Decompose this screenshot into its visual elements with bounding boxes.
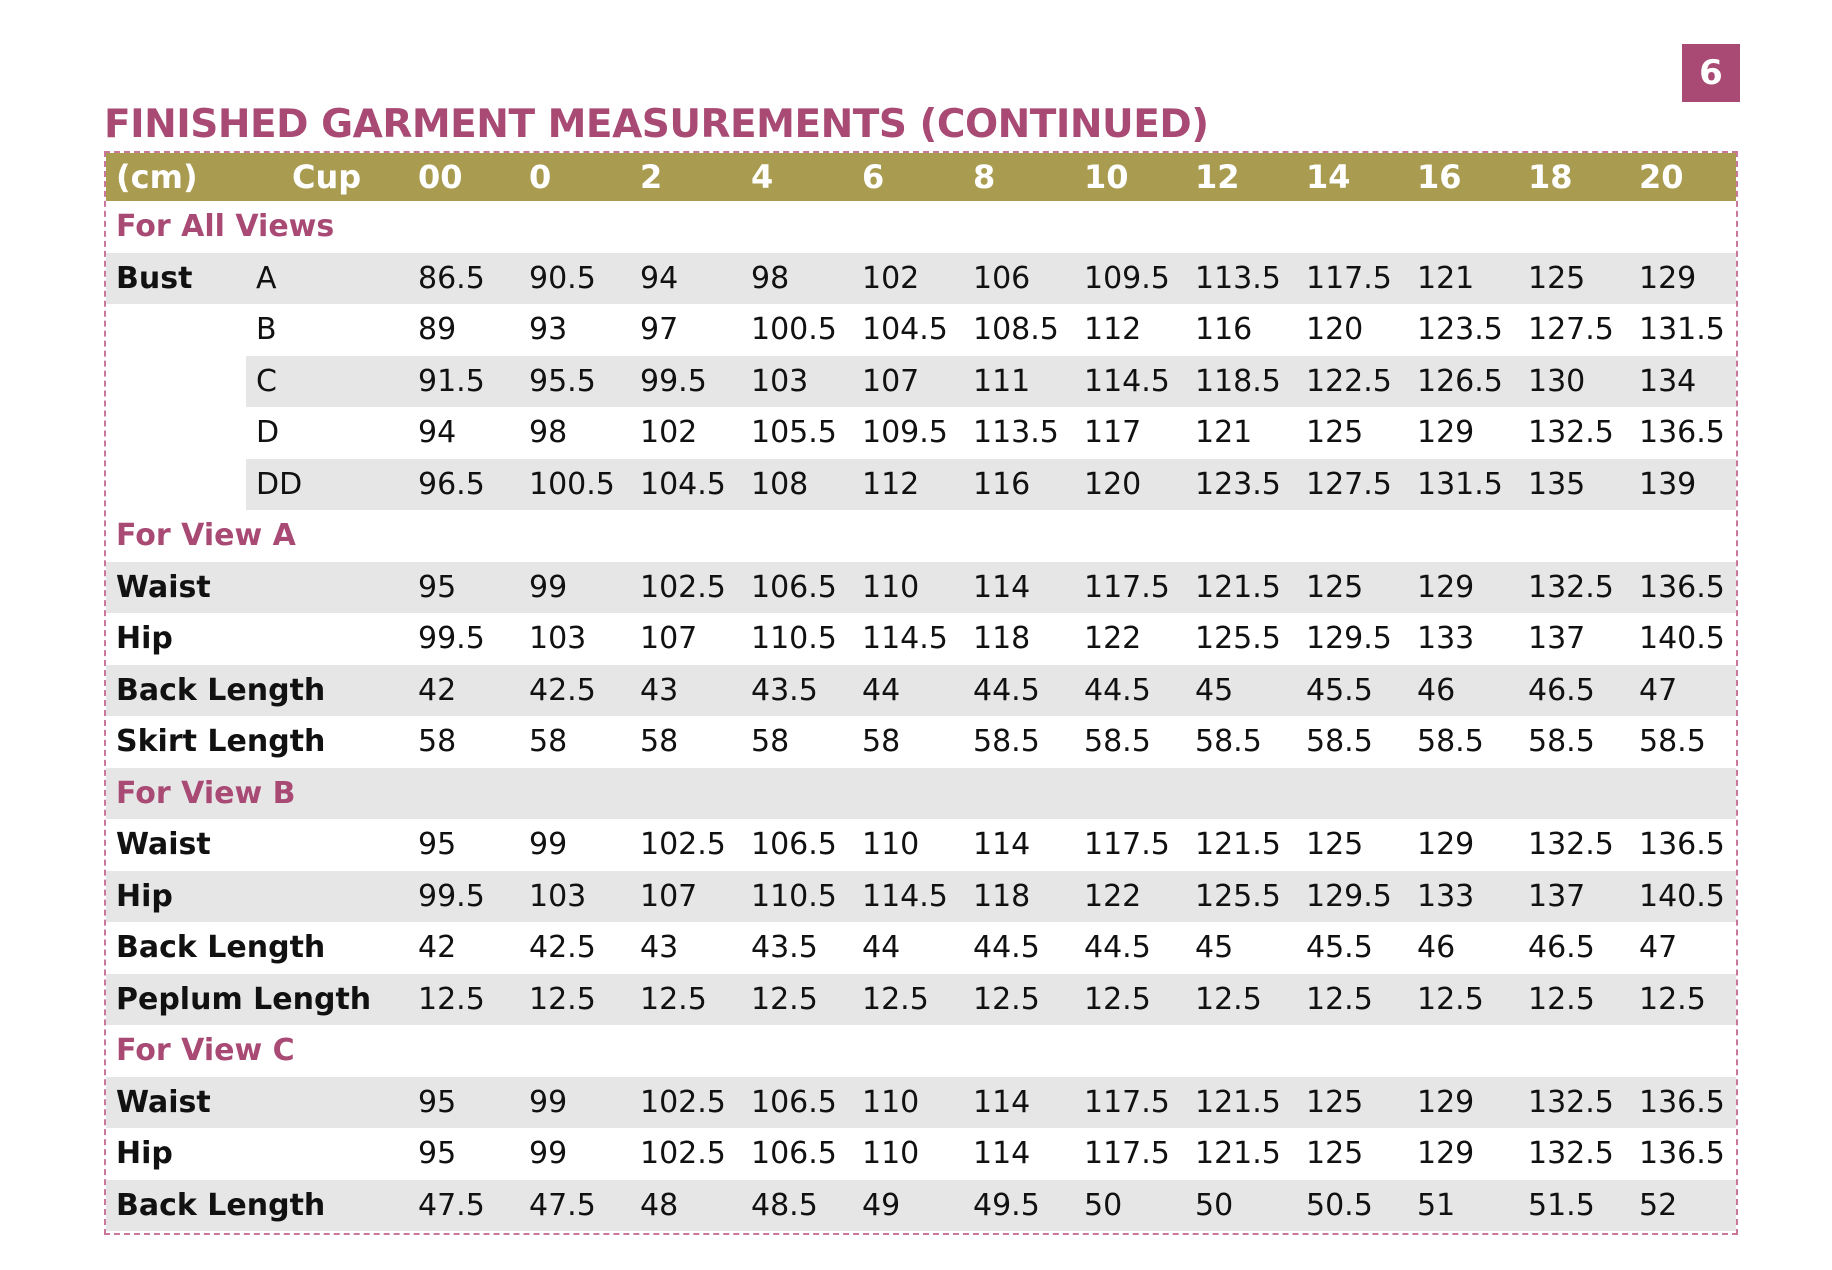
measurement-cell: 112 — [862, 466, 920, 502]
measurement-cell: 58.5 — [1639, 724, 1706, 760]
measurement-cell: 48.5 — [751, 1187, 818, 1223]
measurement-cell: 134 — [1639, 363, 1697, 399]
measurement-cell: 108 — [751, 466, 809, 502]
measurement-cell: 117.5 — [1084, 569, 1170, 605]
table-row — [106, 716, 1736, 768]
section-title: For View C — [116, 1033, 295, 1069]
measurement-cell: 47.5 — [418, 1187, 485, 1223]
measurement-cell: 129.5 — [1306, 878, 1392, 914]
measurement-cell: 91.5 — [418, 363, 485, 399]
measurement-cell: 113.5 — [973, 415, 1059, 451]
measurement-cell: 122.5 — [1306, 363, 1392, 399]
measurement-cell: 117.5 — [1084, 827, 1170, 863]
measurement-cell: 46.5 — [1528, 930, 1595, 966]
measurement-cell: 103 — [529, 621, 587, 657]
measurement-cell: 86.5 — [418, 260, 485, 296]
measurement-cell: 58 — [862, 724, 901, 760]
page-title: FINISHED GARMENT MEASUREMENTS (CONTINUED) — [104, 102, 1209, 147]
measurement-cell: 95 — [418, 827, 457, 863]
measurement-cell: 125 — [1306, 1084, 1364, 1120]
measurement-cell: 114 — [973, 1136, 1031, 1172]
measurement-cell: 129 — [1417, 827, 1475, 863]
measurement-cell: 136.5 — [1639, 1084, 1725, 1120]
table-row — [106, 356, 1736, 408]
measurement-cell: 99 — [529, 569, 568, 605]
table-row — [106, 407, 1736, 459]
table-row — [106, 1077, 1736, 1129]
table-header-row — [106, 153, 1736, 201]
table-row — [106, 1180, 1736, 1232]
measurement-cell: 123.5 — [1195, 466, 1281, 502]
measurement-cell: 116 — [973, 466, 1031, 502]
measurement-cell: 121 — [1195, 415, 1253, 451]
measurement-cell: 93 — [529, 312, 568, 348]
measurement-cell: 112 — [1084, 312, 1142, 348]
measurement-cell: 49.5 — [973, 1187, 1040, 1223]
measurement-cell: 136.5 — [1639, 415, 1725, 451]
measurement-cell: 58.5 — [1084, 724, 1151, 760]
measurement-cell: 121.5 — [1195, 827, 1281, 863]
measurement-cell: 12.5 — [529, 981, 596, 1017]
measurement-cell: 131.5 — [1639, 312, 1725, 348]
measurement-cell: 102 — [862, 260, 920, 296]
measurement-cell: 114.5 — [862, 621, 948, 657]
row-label: Back Length — [116, 1187, 326, 1223]
measurement-cell: 44.5 — [973, 930, 1040, 966]
measurement-cell: 47 — [1639, 672, 1678, 708]
measurement-cell: 99.5 — [418, 878, 485, 914]
table-row — [106, 665, 1736, 717]
measurement-cell: 43.5 — [751, 930, 818, 966]
cup-label: A — [256, 260, 277, 296]
measurement-cell: 105.5 — [751, 415, 837, 451]
measurement-cell: 95 — [418, 1136, 457, 1172]
measurement-cell: 118 — [973, 878, 1031, 914]
measurement-cell: 50 — [1084, 1187, 1123, 1223]
measurement-cell: 12.5 — [751, 981, 818, 1017]
measurement-cell: 94 — [640, 260, 679, 296]
measurement-cell: 58 — [640, 724, 679, 760]
measurement-cell: 133 — [1417, 621, 1475, 657]
measurement-cell: 118 — [973, 621, 1031, 657]
header-size-4: 4 — [751, 158, 774, 196]
measurement-cell: 132.5 — [1528, 415, 1614, 451]
measurement-cell: 106.5 — [751, 1136, 837, 1172]
measurement-cell: 125.5 — [1195, 621, 1281, 657]
measurement-cell: 95.5 — [529, 363, 596, 399]
measurement-cell: 45 — [1195, 930, 1234, 966]
measurement-cell: 114 — [973, 1084, 1031, 1120]
measurement-cell: 102.5 — [640, 569, 726, 605]
measurement-cell: 125 — [1306, 827, 1364, 863]
measurement-cell: 58 — [529, 724, 568, 760]
section-title: For View B — [116, 775, 296, 811]
header-size-16: 16 — [1417, 158, 1462, 196]
measurement-cell: 44 — [862, 672, 901, 708]
measurement-cell: 106.5 — [751, 569, 837, 605]
measurement-cell: 49 — [862, 1187, 901, 1223]
measurement-cell: 129 — [1417, 569, 1475, 605]
measurement-cell: 58.5 — [1417, 724, 1484, 760]
measurement-cell: 130 — [1528, 363, 1586, 399]
measurement-cell: 100.5 — [751, 312, 837, 348]
header-cup: Cup — [292, 158, 362, 196]
measurement-cell: 139 — [1639, 466, 1697, 502]
header-size-00: 00 — [418, 158, 463, 196]
measurement-cell: 127.5 — [1306, 466, 1392, 502]
row-label: Waist — [116, 827, 211, 863]
measurements-table — [104, 151, 1738, 1235]
measurement-cell: 51.5 — [1528, 1187, 1595, 1223]
measurement-cell: 132.5 — [1528, 569, 1614, 605]
measurement-cell: 125 — [1528, 260, 1586, 296]
measurement-cell: 121.5 — [1195, 569, 1281, 605]
measurement-cell: 135 — [1528, 466, 1586, 502]
cup-label: C — [256, 363, 277, 399]
measurement-cell: 98 — [529, 415, 568, 451]
measurement-cell: 42 — [418, 930, 457, 966]
measurement-cell: 125 — [1306, 569, 1364, 605]
measurement-cell: 117.5 — [1084, 1136, 1170, 1172]
measurement-cell: 99.5 — [418, 621, 485, 657]
measurement-cell: 12.5 — [1417, 981, 1484, 1017]
measurement-cell: 109.5 — [862, 415, 948, 451]
measurement-cell: 95 — [418, 1084, 457, 1120]
measurement-cell: 12.5 — [1306, 981, 1373, 1017]
table-row — [106, 871, 1736, 923]
header-size-12: 12 — [1195, 158, 1240, 196]
measurement-cell: 114 — [973, 827, 1031, 863]
row-label: Waist — [116, 1084, 211, 1120]
row-label: Back Length — [116, 672, 326, 708]
measurement-cell: 123.5 — [1417, 312, 1503, 348]
row-label: Skirt Length — [116, 724, 326, 760]
measurement-cell: 12.5 — [1528, 981, 1595, 1017]
measurement-cell: 58.5 — [1306, 724, 1373, 760]
table-row — [106, 974, 1736, 1026]
table-row — [106, 1128, 1736, 1180]
measurement-cell: 121.5 — [1195, 1084, 1281, 1120]
measurement-cell: 122 — [1084, 621, 1142, 657]
measurement-cell: 104.5 — [640, 466, 726, 502]
measurement-cell: 43.5 — [751, 672, 818, 708]
measurement-cell: 114.5 — [862, 878, 948, 914]
row-label: Bust — [116, 260, 193, 296]
measurement-cell: 44.5 — [973, 672, 1040, 708]
measurement-cell: 133 — [1417, 878, 1475, 914]
measurement-cell: 95 — [418, 569, 457, 605]
measurement-cell: 45.5 — [1306, 672, 1373, 708]
measurement-cell: 137 — [1528, 878, 1586, 914]
section-title: For View A — [116, 518, 296, 554]
row-label: Back Length — [116, 930, 326, 966]
measurement-cell: 103 — [529, 878, 587, 914]
header-size-2: 2 — [640, 158, 663, 196]
measurement-cell: 107 — [640, 878, 698, 914]
header-size-8: 8 — [973, 158, 996, 196]
measurement-cell: 99 — [529, 1136, 568, 1172]
measurement-cell: 110 — [862, 827, 920, 863]
measurement-cell: 44.5 — [1084, 672, 1151, 708]
measurement-cell: 47 — [1639, 930, 1678, 966]
measurement-cell: 58.5 — [1528, 724, 1595, 760]
measurement-cell: 45 — [1195, 672, 1234, 708]
table-row — [106, 922, 1736, 974]
measurement-cell: 99.5 — [640, 363, 707, 399]
header-unit: (cm) — [116, 158, 198, 196]
cup-label: D — [256, 415, 280, 451]
measurement-cell: 125.5 — [1195, 878, 1281, 914]
measurement-cell: 111 — [973, 363, 1031, 399]
measurement-cell: 44.5 — [1084, 930, 1151, 966]
measurement-cell: 103 — [751, 363, 809, 399]
measurement-cell: 46 — [1417, 672, 1456, 708]
section-header-row — [106, 768, 1736, 820]
measurement-cell: 116 — [1195, 312, 1253, 348]
table-row — [106, 304, 1736, 356]
measurement-cell: 12.5 — [1084, 981, 1151, 1017]
measurement-cell: 136.5 — [1639, 569, 1725, 605]
measurement-cell: 12.5 — [418, 981, 485, 1017]
measurement-cell: 12.5 — [973, 981, 1040, 1017]
measurement-cell: 132.5 — [1528, 1136, 1614, 1172]
measurement-cell: 45.5 — [1306, 930, 1373, 966]
table-row — [106, 562, 1736, 614]
header-size-6: 6 — [862, 158, 885, 196]
cup-label: DD — [256, 466, 303, 502]
measurement-cell: 110 — [862, 1084, 920, 1120]
measurement-cell: 46 — [1417, 930, 1456, 966]
measurement-cell: 117.5 — [1084, 1084, 1170, 1120]
measurement-cell: 43 — [640, 930, 679, 966]
measurement-cell: 12.5 — [640, 981, 707, 1017]
measurement-cell: 107 — [640, 621, 698, 657]
measurement-cell: 118.5 — [1195, 363, 1281, 399]
measurement-cell: 44 — [862, 930, 901, 966]
measurement-cell: 129 — [1639, 260, 1697, 296]
section-header-row — [106, 1025, 1736, 1077]
measurement-cell: 129 — [1417, 415, 1475, 451]
measurement-cell: 120 — [1306, 312, 1364, 348]
header-size-20: 20 — [1639, 158, 1684, 196]
table-row — [106, 253, 1736, 305]
measurement-cell: 136.5 — [1639, 1136, 1725, 1172]
header-size-10: 10 — [1084, 158, 1129, 196]
row-label: Hip — [116, 1136, 173, 1172]
measurement-cell: 12.5 — [862, 981, 929, 1017]
measurement-cell: 140.5 — [1639, 878, 1725, 914]
measurement-cell: 106.5 — [751, 1084, 837, 1120]
measurement-cell: 12.5 — [1195, 981, 1262, 1017]
measurement-cell: 48 — [640, 1187, 679, 1223]
measurement-cell: 140.5 — [1639, 621, 1725, 657]
table-row — [106, 613, 1736, 665]
measurement-cell: 90.5 — [529, 260, 596, 296]
measurement-cell: 132.5 — [1528, 1084, 1614, 1120]
row-label: Waist — [116, 569, 211, 605]
measurement-cell: 125 — [1306, 1136, 1364, 1172]
measurement-cell: 43 — [640, 672, 679, 708]
measurement-cell: 117.5 — [1306, 260, 1392, 296]
section-title: For All Views — [116, 209, 335, 245]
measurement-cell: 121 — [1417, 260, 1475, 296]
measurement-cell: 110 — [862, 569, 920, 605]
measurement-cell: 102 — [640, 415, 698, 451]
measurement-cell: 89 — [418, 312, 457, 348]
measurement-cell: 110.5 — [751, 878, 837, 914]
page-number-badge: 6 — [1682, 44, 1740, 102]
measurement-cell: 113.5 — [1195, 260, 1281, 296]
measurement-cell: 137 — [1528, 621, 1586, 657]
measurement-cell: 42.5 — [529, 672, 596, 708]
measurement-cell: 129 — [1417, 1084, 1475, 1120]
header-size-0: 0 — [529, 158, 552, 196]
row-label: Hip — [116, 878, 173, 914]
measurement-cell: 120 — [1084, 466, 1142, 502]
measurement-cell: 50 — [1195, 1187, 1234, 1223]
measurement-cell: 100.5 — [529, 466, 615, 502]
measurement-cell: 125 — [1306, 415, 1364, 451]
measurement-cell: 102.5 — [640, 1084, 726, 1120]
measurement-cell: 46.5 — [1528, 672, 1595, 708]
measurement-cell: 94 — [418, 415, 457, 451]
measurement-cell: 110 — [862, 1136, 920, 1172]
measurement-cell: 129 — [1417, 1136, 1475, 1172]
measurement-cell: 99 — [529, 1084, 568, 1120]
measurement-cell: 106 — [973, 260, 1031, 296]
measurement-cell: 114.5 — [1084, 363, 1170, 399]
measurement-cell: 106.5 — [751, 827, 837, 863]
measurement-cell: 99 — [529, 827, 568, 863]
row-label: Hip — [116, 621, 173, 657]
measurement-cell: 42 — [418, 672, 457, 708]
header-size-14: 14 — [1306, 158, 1351, 196]
measurement-cell: 98 — [751, 260, 790, 296]
measurement-cell: 58.5 — [1195, 724, 1262, 760]
measurement-cell: 97 — [640, 312, 679, 348]
measurement-cell: 51 — [1417, 1187, 1456, 1223]
measurement-cell: 102.5 — [640, 827, 726, 863]
measurement-cell: 110.5 — [751, 621, 837, 657]
measurement-cell: 126.5 — [1417, 363, 1503, 399]
measurement-cell: 12.5 — [1639, 981, 1706, 1017]
measurement-cell: 131.5 — [1417, 466, 1503, 502]
section-header-row — [106, 510, 1736, 562]
measurement-cell: 129.5 — [1306, 621, 1392, 657]
measurement-cell: 117 — [1084, 415, 1142, 451]
table-row — [106, 459, 1736, 511]
table-row — [106, 819, 1736, 871]
measurement-cell: 47.5 — [529, 1187, 596, 1223]
measurement-cell: 102.5 — [640, 1136, 726, 1172]
measurement-cell: 96.5 — [418, 466, 485, 502]
measurement-cell: 58 — [751, 724, 790, 760]
measurement-cell: 132.5 — [1528, 827, 1614, 863]
row-label: Peplum Length — [116, 981, 372, 1017]
cup-label: B — [256, 312, 277, 348]
measurement-cell: 104.5 — [862, 312, 948, 348]
header-size-18: 18 — [1528, 158, 1573, 196]
measurement-cell: 42.5 — [529, 930, 596, 966]
measurement-cell: 122 — [1084, 878, 1142, 914]
measurement-cell: 121.5 — [1195, 1136, 1281, 1172]
measurement-cell: 58 — [418, 724, 457, 760]
measurement-cell: 109.5 — [1084, 260, 1170, 296]
measurement-cell: 108.5 — [973, 312, 1059, 348]
measurement-cell: 114 — [973, 569, 1031, 605]
measurement-cell: 127.5 — [1528, 312, 1614, 348]
measurement-cell: 58.5 — [973, 724, 1040, 760]
measurement-cell: 136.5 — [1639, 827, 1725, 863]
measurement-cell: 50.5 — [1306, 1187, 1373, 1223]
section-header-row — [106, 201, 1736, 253]
measurement-cell: 52 — [1639, 1187, 1678, 1223]
measurement-cell: 107 — [862, 363, 920, 399]
